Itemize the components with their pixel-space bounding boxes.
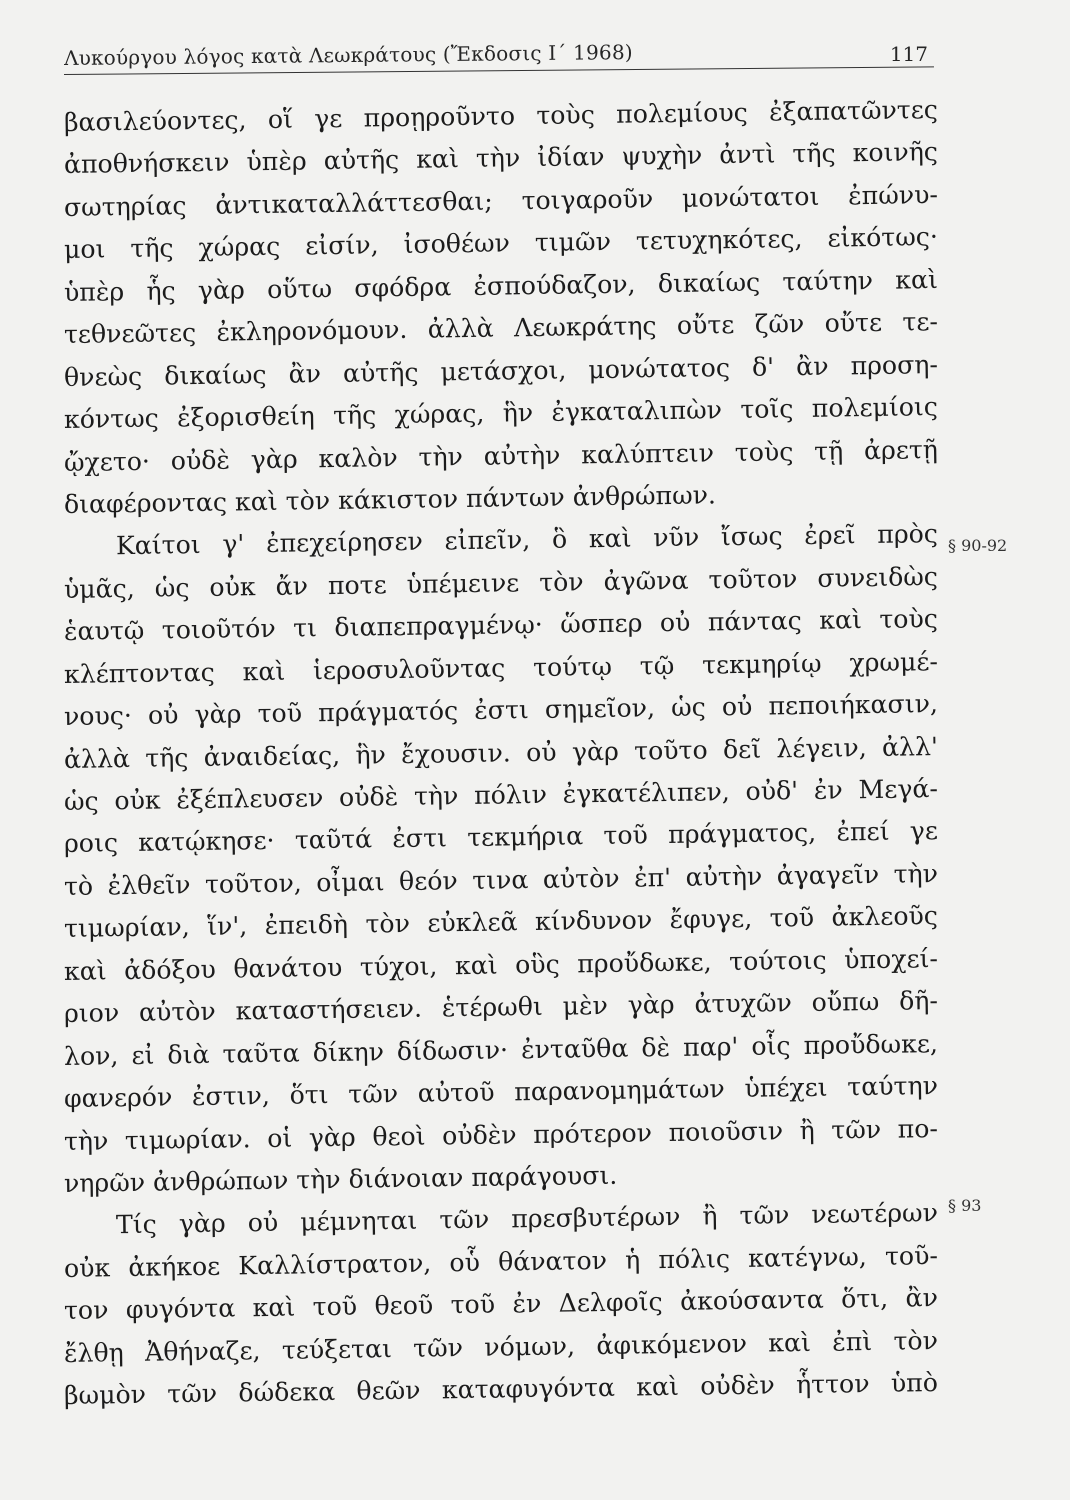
page-number: 117 — [889, 42, 928, 66]
body-text — [63, 95, 939, 1418]
text-line: βασιλεύοντες, οἵ γε προῃροῦντο τοὺς πολεμίους ἐξαπατῶντες — [63, 95, 939, 137]
text-line: ἀλλὰ τῆς ἀναιδείας, ἣν ἔχουσιν. οὐ γὰρ τοῦτο δεῖ λέγειν, ἀλλ' — [63, 731, 939, 774]
margin-section-note: § 93 — [948, 1196, 982, 1215]
text-line: ἑαυτῷ τοιοῦτόν τι διαπεπραγμένῳ· ὥσπερ οὐ πάντας καὶ τοὺς — [63, 604, 939, 647]
text-line: καὶ ἀδόξου θανάτου τύχοι, καὶ οὓς προὔδωκε, τούτοις ὑποχεί- — [63, 943, 939, 986]
text-line: βωμὸν τῶν δώδεκα θεῶν καταφυγόντα καὶ οὐδὲν ἧττον ὑπὸ — [63, 1368, 939, 1411]
text-line: φανερόν ἐστιν, ὅτι τῶν αὐτοῦ παρανομημάτων ὑπέχει ταύτην — [63, 1071, 939, 1114]
text-line: νηρῶν ἀνθρώπων τὴν διάνοιαν παράγουσι. — [63, 1160, 618, 1198]
text-line: ὡς οὐκ ἐξέπλευσεν οὐδὲ τὴν πόλιν ἐγκατέλιπεν, οὐδ' ἐν Μεγά- — [63, 774, 939, 816]
text-line: οὐκ ἀκήκοε Καλλίστρατον, οὗ θάνατον ἡ πόλις κατέγνω, τοῦ- — [63, 1240, 939, 1283]
text-line: μοι τῆς χώρας εἰσίν, ἰσοθέων τιμῶν τετυχηκότες, εἰκότως· — [63, 222, 939, 265]
paragraph-start-line: Καίτοι γ' ἐπεχείρησεν εἰπεῖν, ὃ καὶ νῦν ἴσως ἐρεῖ πρὸς — [115, 519, 939, 561]
text-line: κόντως ἐξορισθείη τῆς χώρας, ἣν ἐγκαταλιπὼν τοῖς πολεμίοις — [63, 392, 939, 435]
running-title: Λυκούργου λόγος κατὰ Λεωκράτους (Ἔκδοσις Ι΄ 1968) — [63, 40, 633, 70]
text-line: τιμωρίαν, ἵν', ἐπειδὴ τὸν εὐκλεᾶ κίνδυνον ἔφυγε, τοῦ ἀκλεοῦς — [63, 901, 939, 944]
text-line: ἔλθῃ Ἀθήναζε, τεύξεται τῶν νόμων, ἀφικόμενον καὶ ἐπὶ τὸν — [63, 1325, 939, 1368]
text-line: ὑπὲρ ἧς γὰρ οὕτω σφόδρα ἐσπούδαζον, δικαίως ταύτην καὶ — [63, 264, 939, 307]
text-line: κλέπτοντας καὶ ἱεροσυλοῦντας τούτῳ τῷ τεκμηρίῳ χρωμέ- — [63, 646, 939, 689]
text-line: θνεὼς δικαίως ἂν αὐτῆς μετάσχοι, μονώτατος δ' ἂν προση- — [63, 349, 939, 392]
text-line: ὑμᾶς, ὡς οὐκ ἄν ποτε ὑπέμεινε τὸν ἀγῶνα τοῦτον συνειδὼς — [63, 561, 939, 604]
text-line: τεθνεῶτες ἐκληρονόμουν. ἀλλὰ Λεωκράτης οὔτε ζῶν οὔτε τε- — [63, 307, 939, 350]
margin-section-note: § 90-92 — [948, 536, 1008, 555]
text-line: σωτηρίας ἀντικαταλλάττεσθαι; τοιγαροῦν μονώτατοι ἐπώνυ- — [63, 179, 939, 222]
paragraph-start-line: Τίς γὰρ οὐ μέμνηται τῶν πρεσβυτέρων ἢ τῶν νεωτέρων — [115, 1198, 939, 1240]
text-line: λον, εἰ διὰ ταῦτα δίκην δίδωσιν· ἐνταῦθα δὲ παρ' οἷς προὔδωκε, — [63, 1028, 939, 1071]
text-line: τὸ ἐλθεῖν τοῦτον, οἶμαι θεόν τινα αὐτὸν ἐπ' αὐτὴν ἀγαγεῖν τὴν — [63, 858, 939, 901]
text-line: ἀποθνήσκειν ὑπὲρ αὐτῆς καὶ τὴν ἰδίαν ψυχὴν ἀντὶ τῆς κοινῆς — [63, 137, 939, 180]
text-line: ᾤχετο· οὐδὲ γὰρ καλὸν τὴν αὐτὴν καλύπτειν τοὺς τῇ ἀρετῇ — [63, 434, 939, 477]
text-line: τὴν τιμωρίαν. οἱ γὰρ θεοὶ οὐδὲν πρότερον ποιοῦσιν ἢ τῶν πο- — [63, 1113, 939, 1156]
text-line: τον φυγόντα καὶ τοῦ θεοῦ τοῦ ἐν Δελφοῖς ἀκούσαντα ὅτι, ἂν — [63, 1283, 939, 1326]
text-line: διαφέροντας καὶ τὸν κάκιστον πάντων ἀνθρώπων. — [63, 480, 717, 519]
running-header — [64, 40, 934, 80]
text-line: νους· οὐ γὰρ τοῦ πράγματός ἐστι σημεῖον, ὡς οὐ πεποιήκασιν, — [63, 689, 939, 732]
text-line: ροις κατῴκησε· ταῦτά ἐστι τεκμήρια τοῦ πράγματος, ἐπεί γε — [63, 816, 939, 859]
text-line: ριον αὐτὸν καταστήσειεν. ἑτέρωθι μὲν γὰρ ἀτυχῶν οὔπω δῆ- — [63, 986, 939, 1029]
